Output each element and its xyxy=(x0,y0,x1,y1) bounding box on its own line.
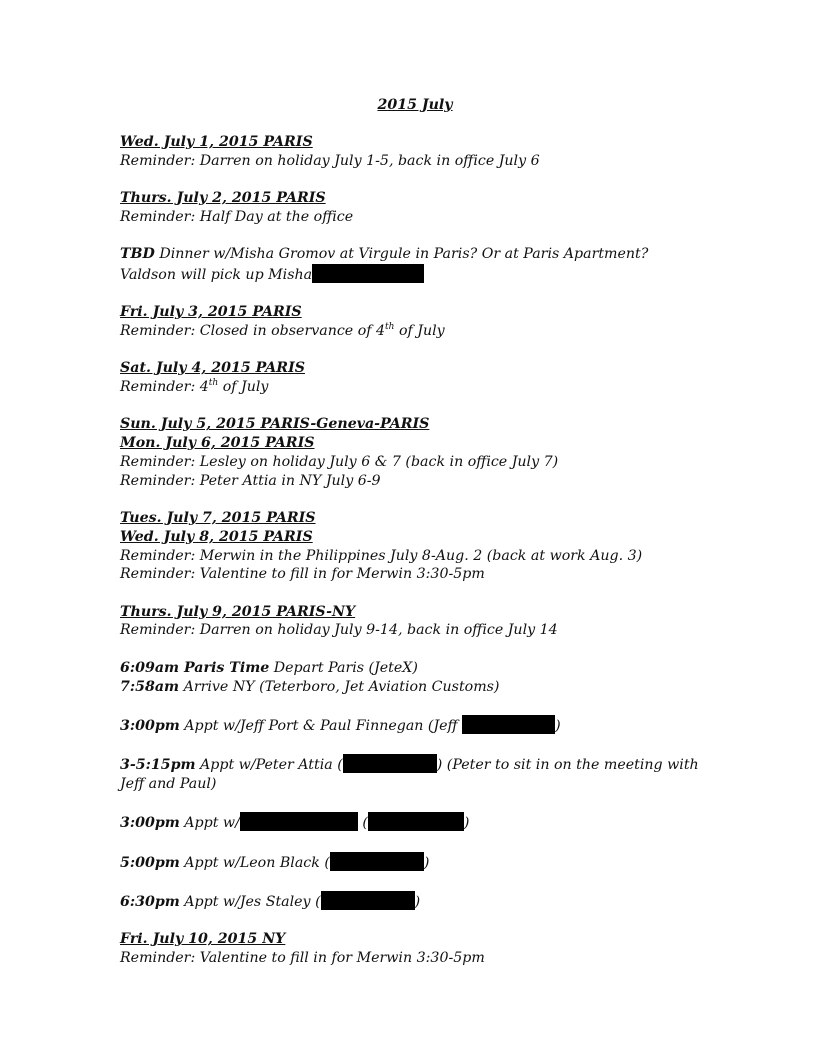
day-entry xyxy=(120,415,710,490)
event-text: ) xyxy=(414,893,421,910)
event-time: 6:30pm xyxy=(120,893,180,910)
event-entry xyxy=(120,715,710,736)
redaction-bar xyxy=(368,812,464,831)
event-line xyxy=(120,852,710,873)
event-time: 7:58am xyxy=(120,678,180,695)
event-text: ( xyxy=(357,815,368,832)
reminder-line xyxy=(120,322,710,341)
event-text: ) xyxy=(463,815,470,832)
event-line xyxy=(120,891,710,912)
event-text: ) xyxy=(423,854,430,871)
redaction-bar xyxy=(462,715,555,734)
reminder-line: Reminder: Lesley on holiday July 6 & 7 (back in office July 7) xyxy=(120,453,559,470)
event-entry xyxy=(120,754,710,794)
document-page xyxy=(120,96,710,986)
event-entry xyxy=(120,891,710,912)
reminder-text: Reminder: Closed in observance of 4 xyxy=(120,322,386,339)
date-header: Mon. July 6, 2015 PARIS xyxy=(120,435,315,452)
superscript: th xyxy=(385,321,395,332)
event-line xyxy=(120,715,710,736)
event-text: Appt w/ xyxy=(179,815,240,832)
event-entry xyxy=(120,812,710,833)
event-time: 5:00pm xyxy=(120,854,180,871)
day-entry xyxy=(120,303,710,341)
event-time: TBD xyxy=(120,245,155,262)
event-text: Appt w/Peter Attia ( xyxy=(195,757,343,774)
event-time: 3:00pm xyxy=(120,717,180,734)
day-entry xyxy=(120,930,710,968)
reminder-line: Reminder: Peter Attia in NY July 6-9 xyxy=(120,472,381,489)
event-entry xyxy=(120,245,710,285)
event-text: Depart Paris (JeteX) xyxy=(269,659,418,676)
date-header: Thurs. July 2, 2015 PARIS xyxy=(120,189,326,206)
redaction-bar xyxy=(330,852,424,871)
day-entry xyxy=(120,509,710,584)
date-header: Wed. July 8, 2015 PARIS xyxy=(120,528,313,545)
reminder-line: Reminder: Darren on holiday July 1-5, back in office July 6 xyxy=(120,152,540,169)
reminder-line: Reminder: Half Day at the office xyxy=(120,208,354,225)
event-entry xyxy=(120,852,710,873)
reminder-line: Reminder: Darren on holiday July 9-14, back in office July 14 xyxy=(120,622,558,639)
event-line xyxy=(120,264,710,285)
event-entry xyxy=(120,659,710,697)
date-header: Fri. July 10, 2015 NY xyxy=(120,931,286,948)
event-line xyxy=(120,659,710,678)
event-time: 6:09am Paris Time xyxy=(120,659,270,676)
reminder-text: of July xyxy=(218,378,269,395)
date-header: Sat. July 4, 2015 PARIS xyxy=(120,360,305,377)
date-header: Thurs. July 9, 2015 PARIS-NY xyxy=(120,603,356,620)
event-line xyxy=(120,245,710,264)
event-text: ) xyxy=(555,717,561,734)
event-text: Appt w/Jeff Port & Paul Finnegan (Jeff xyxy=(179,717,463,734)
page-title: 2015 July xyxy=(377,97,453,113)
date-header: Fri. July 3, 2015 PARIS xyxy=(120,304,302,321)
event-line xyxy=(120,812,710,833)
event-time: 3-5:15pm xyxy=(120,757,196,774)
event-text: Arrive NY (Teterboro, Jet Aviation Customs) xyxy=(179,678,500,695)
day-entry xyxy=(120,359,710,397)
event-line xyxy=(120,754,710,794)
reminder-line: Reminder: Merwin in the Philippines July 8-Aug. 2 (back at work Aug. 3) xyxy=(120,547,643,564)
date-header: Tues. July 7, 2015 PARIS xyxy=(120,509,316,526)
reminder-line: Reminder: Valentine to fill in for Merwin 3:30-5pm xyxy=(120,566,485,583)
event-text: Dinner w/Misha Gromov at Virgule in Paris? Or at Paris Apartment? xyxy=(154,245,649,262)
date-header: Wed. July 1, 2015 PARIS xyxy=(120,133,313,150)
reminder-line: Reminder: Valentine to fill in for Merwin 3:30-5pm xyxy=(120,949,485,966)
date-header: Sun. July 5, 2015 PARIS-Geneva-PARIS xyxy=(120,416,430,433)
event-text: Appt w/Leon Black ( xyxy=(179,854,330,871)
reminder-line xyxy=(120,378,710,397)
day-entry xyxy=(120,133,710,171)
event-line xyxy=(120,678,710,697)
event-text: ) (Peter to sit in on the meeting with Jeff and Paul) xyxy=(120,757,699,792)
event-text: Appt w/Jes Staley ( xyxy=(179,893,321,910)
day-entry xyxy=(120,189,710,227)
event-time: 3:00pm xyxy=(120,815,180,832)
superscript: th xyxy=(208,377,219,388)
redaction-bar xyxy=(321,891,415,910)
event-text: Valdson will pick up Misha xyxy=(120,266,313,283)
reminder-text: Reminder: 4 xyxy=(120,378,209,395)
redaction-bar xyxy=(240,812,358,831)
reminder-text: of July xyxy=(394,322,445,339)
day-entry xyxy=(120,603,710,641)
redaction-bar xyxy=(343,754,437,773)
redaction-bar xyxy=(312,264,424,283)
